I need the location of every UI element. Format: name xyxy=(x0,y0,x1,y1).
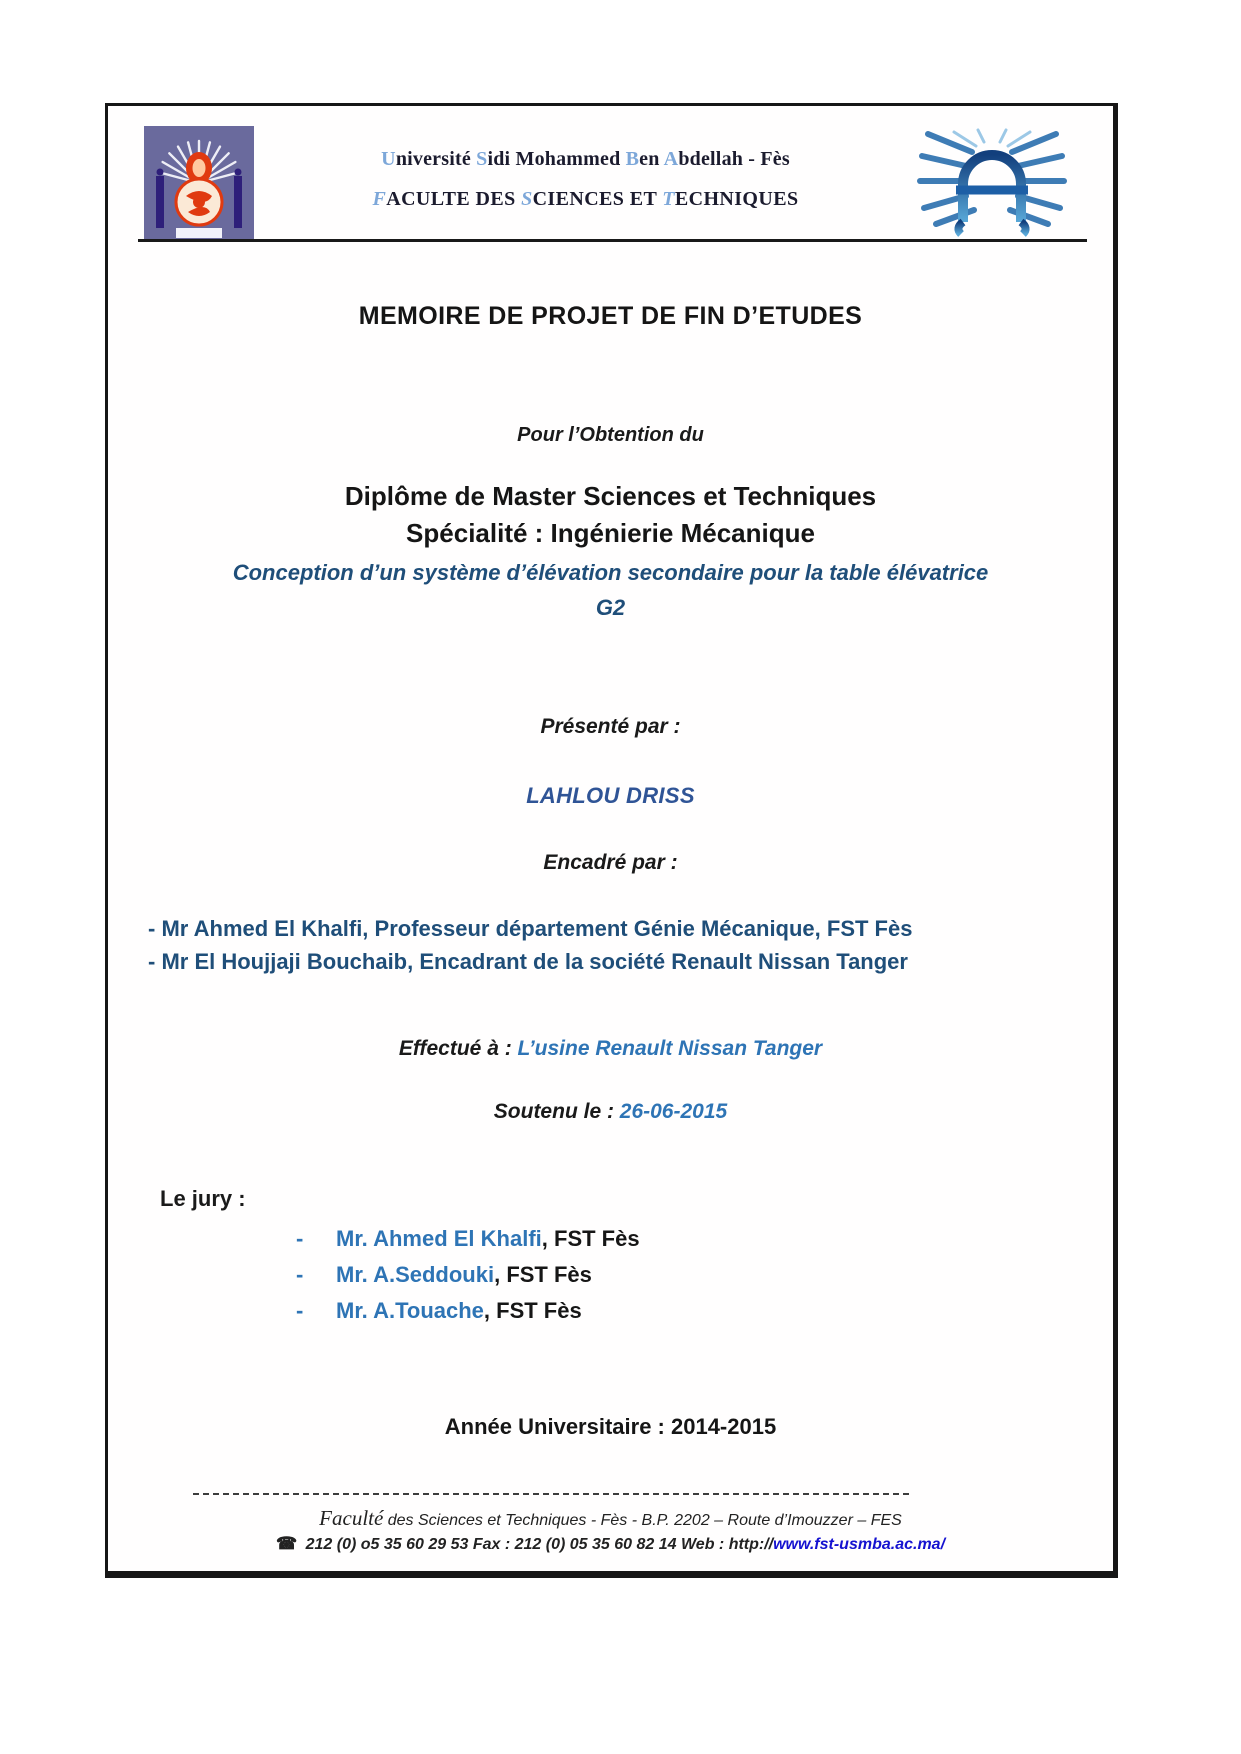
jury-member-affiliation: , FST Fès xyxy=(494,1262,592,1287)
defense-label: Soutenu le : xyxy=(493,1100,620,1123)
supervisor-line: - Mr Ahmed El Khalfi, Professeur département Génie Mécanique, FST Fès xyxy=(148,916,913,941)
jury-bullet: - xyxy=(296,1298,304,1323)
university-emblem-logo xyxy=(144,126,254,242)
diploma-line1: Diplôme de Master Sciences et Techniques xyxy=(344,481,877,511)
phone-icon: ☎ xyxy=(275,1534,298,1553)
jury-list xyxy=(296,1226,640,1334)
jury-member-affiliation: , FST Fès xyxy=(541,1226,640,1251)
header-text xyxy=(273,148,898,211)
defense-date-line xyxy=(108,1100,1113,1124)
document-title: MEMOIRE DE PROJET DE FIN D’ETUDES xyxy=(358,302,863,330)
jury-member-affiliation: , FST Fès xyxy=(483,1298,582,1323)
academic-year: Année Universitaire : 2014-2015 xyxy=(444,1414,777,1439)
page-border-frame xyxy=(105,103,1118,1578)
jury-member-name: Mr. Ahmed El Khalfi xyxy=(336,1226,542,1251)
presented-by-label: Présenté par : xyxy=(540,715,681,738)
project-title xyxy=(108,555,1113,625)
diploma-line2: Spécialité : Ingénierie Mécanique xyxy=(406,518,815,548)
project-title-line1: Conception d’un système d’élévation secondaire pour la table élévatrice xyxy=(232,560,989,585)
jury-label: Le jury : xyxy=(160,1186,246,1211)
supervised-by-label: Encadré par : xyxy=(543,851,678,874)
fst-logo xyxy=(914,126,1070,238)
fst-logo-icon xyxy=(914,126,1070,238)
university-initial: U xyxy=(381,148,396,170)
jury-member-row xyxy=(296,1298,640,1324)
supervisor-line: - Mr El Houjjaji Bouchaib, Encadrant de la société Renault Nissan Tanger xyxy=(148,949,908,974)
jury-member-row xyxy=(296,1226,640,1252)
jury-bullet: - xyxy=(296,1262,304,1287)
footer-contact-text: 212 (0) o5 35 60 29 53 Fax : 212 (0) 05 35 60 82 14 Web : http:// xyxy=(301,1536,774,1553)
footer-address-line xyxy=(108,1506,1113,1531)
website-link[interactable]: www.fst-usmba.ac.ma/ xyxy=(773,1536,946,1553)
location-value: L’usine Renault Nissan Tanger xyxy=(517,1037,823,1060)
jury-member-name: Mr. A.Seddouki xyxy=(336,1262,495,1287)
university-emblem-icon xyxy=(144,126,254,242)
jury-member-name: Mr. A.Touache xyxy=(336,1298,484,1323)
author-name: LAHLOU DRISS xyxy=(526,783,695,808)
location-line xyxy=(108,1037,1113,1061)
header-divider xyxy=(138,239,1087,242)
project-title-line2: G2 xyxy=(595,595,626,620)
obtention-subtitle: Pour l’Obtention du xyxy=(517,424,704,446)
diploma-title xyxy=(108,478,1113,552)
footer-dashed-divider xyxy=(193,1493,909,1495)
university-name: Université Sidi Mohammed Ben Abdellah - Fès xyxy=(381,148,790,170)
jury-member-row xyxy=(296,1262,640,1288)
faculty-name: FACULTE DES SCIENCES ET TECHNIQUES xyxy=(372,188,799,210)
footer-faculty-word: Faculté xyxy=(319,1506,384,1530)
footer-address-rest: des Sciences et Techniques - Fès - B.P. 2202 – Route d’Imouzzer – FES xyxy=(383,1512,902,1529)
location-label: Effectué à : xyxy=(398,1037,518,1060)
defense-date: 26-06-2015 xyxy=(619,1100,728,1123)
supervisors-list xyxy=(148,912,1093,978)
jury-bullet: - xyxy=(296,1226,304,1251)
footer-contact-line xyxy=(108,1534,1113,1554)
